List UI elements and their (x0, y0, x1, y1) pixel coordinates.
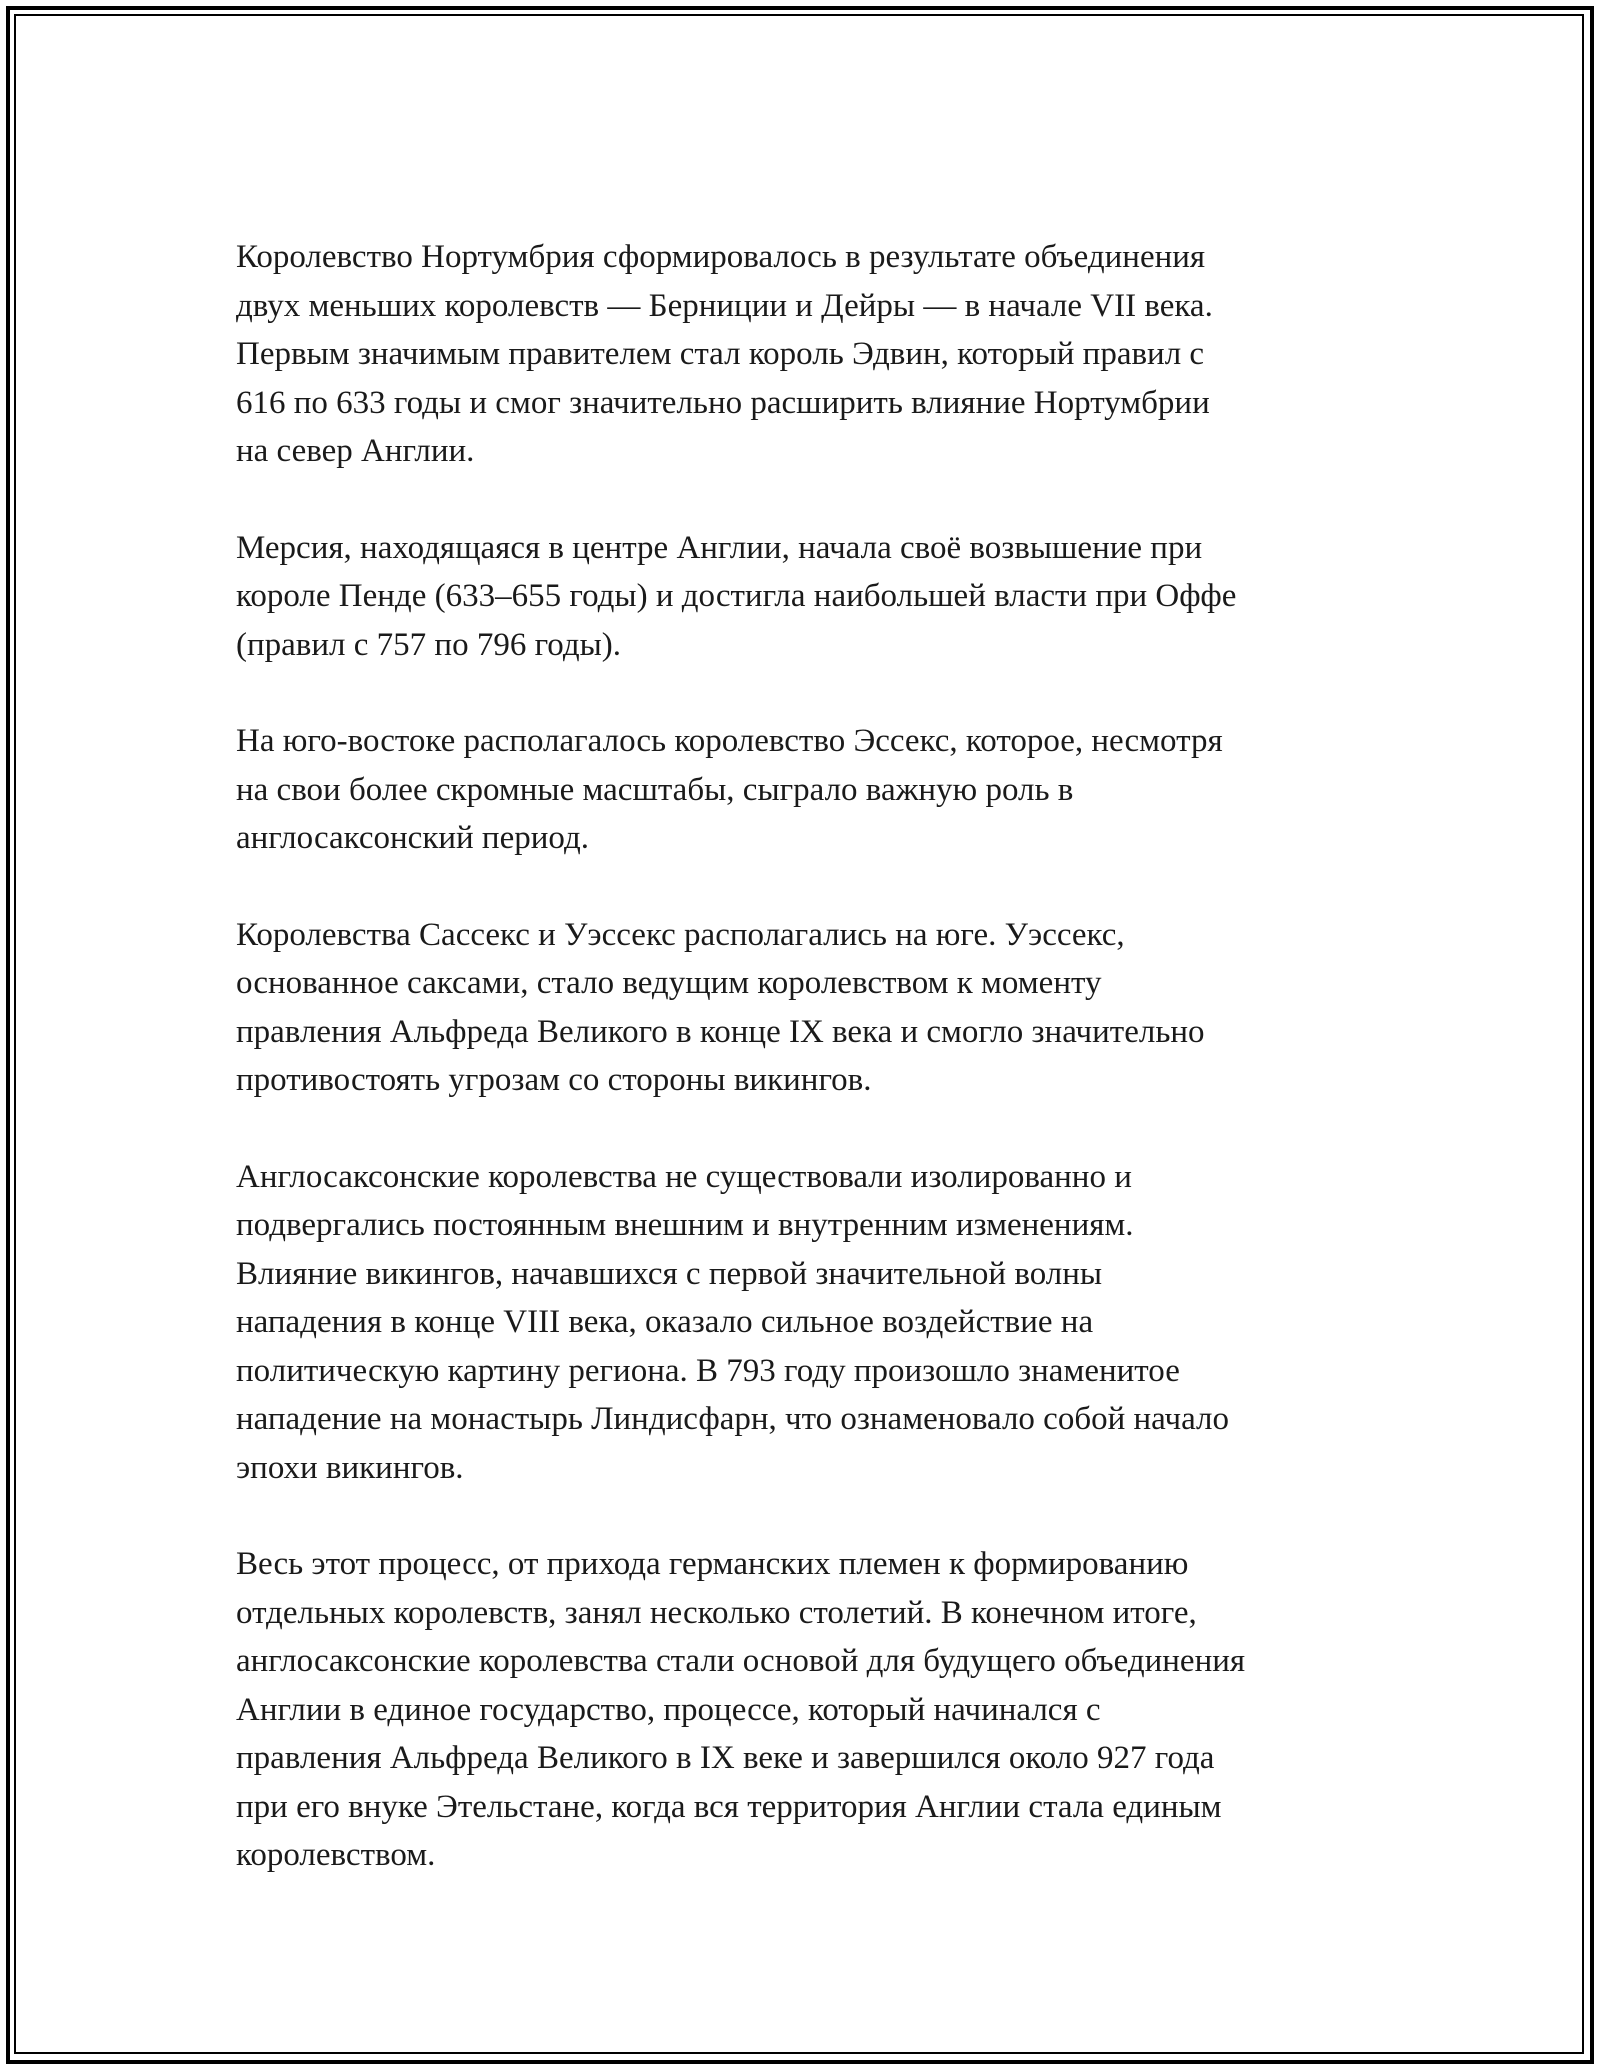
paragraph-essex: На юго-востоке располагалось королевство Эссекс, которое, несмотря на свои более скромные масштабы, сыграло важную роль в англосаксонский период. (236, 723, 1223, 856)
document-body (236, 233, 1396, 1928)
paragraph-northumbria: Королевство Нортумбрия сформировалось в результате объединения двух меньших королевств — Берниции и Дейры — в начале VII века. Первым значимым правителем стал король Эдвин, который правил с 616 по 633 годы и смог значительно расширить влияние Нортумбрии на север Англии. (236, 239, 1213, 469)
paragraph-vikings: Англосаксонские королевства не существовали изолированно и подвергались постоянным внешним и внутренним изменениям. Влияние викингов, начавшихся с первой значительной волны нападения в конце VIII века, оказало сильное воздействие на политическую картину региона. В 793 году произошло знаменитое нападение на монастырь Линдисфарн, что ознаменовало собой начало эпохи викингов. (236, 1158, 1230, 1486)
paragraph-unification: Весь этот процесс, от прихода германских племен к формированию отдельных королевств, занял несколько столетий. В конечном итоге, англосаксонские королевства стали основой для будущего объединения Англии в единое государство, процессе, который начинался с правления Альфреда Великого в IX веке и завершился около 927 года при его внуке Этельстане, когда вся территория Англии стала единым королевством. (236, 1546, 1246, 1873)
paragraph-sussex-wessex: Королевства Сассекс и Уэссекс располагались на юге. Уэссекс, основанное саксами, стало ведущим королевством к моменту правления Альфреда Великого в конце IX века и смогло значительно противостоять угрозам со стороны викингов. (236, 916, 1205, 1098)
paragraph-mercia: Мерсия, находящаяся в центре Англии, начала своё возвышение при короле Пенде (633–655 годы) и достигла наибольшей власти при Оффе (правил с 757 по 796 годы). (236, 529, 1237, 663)
